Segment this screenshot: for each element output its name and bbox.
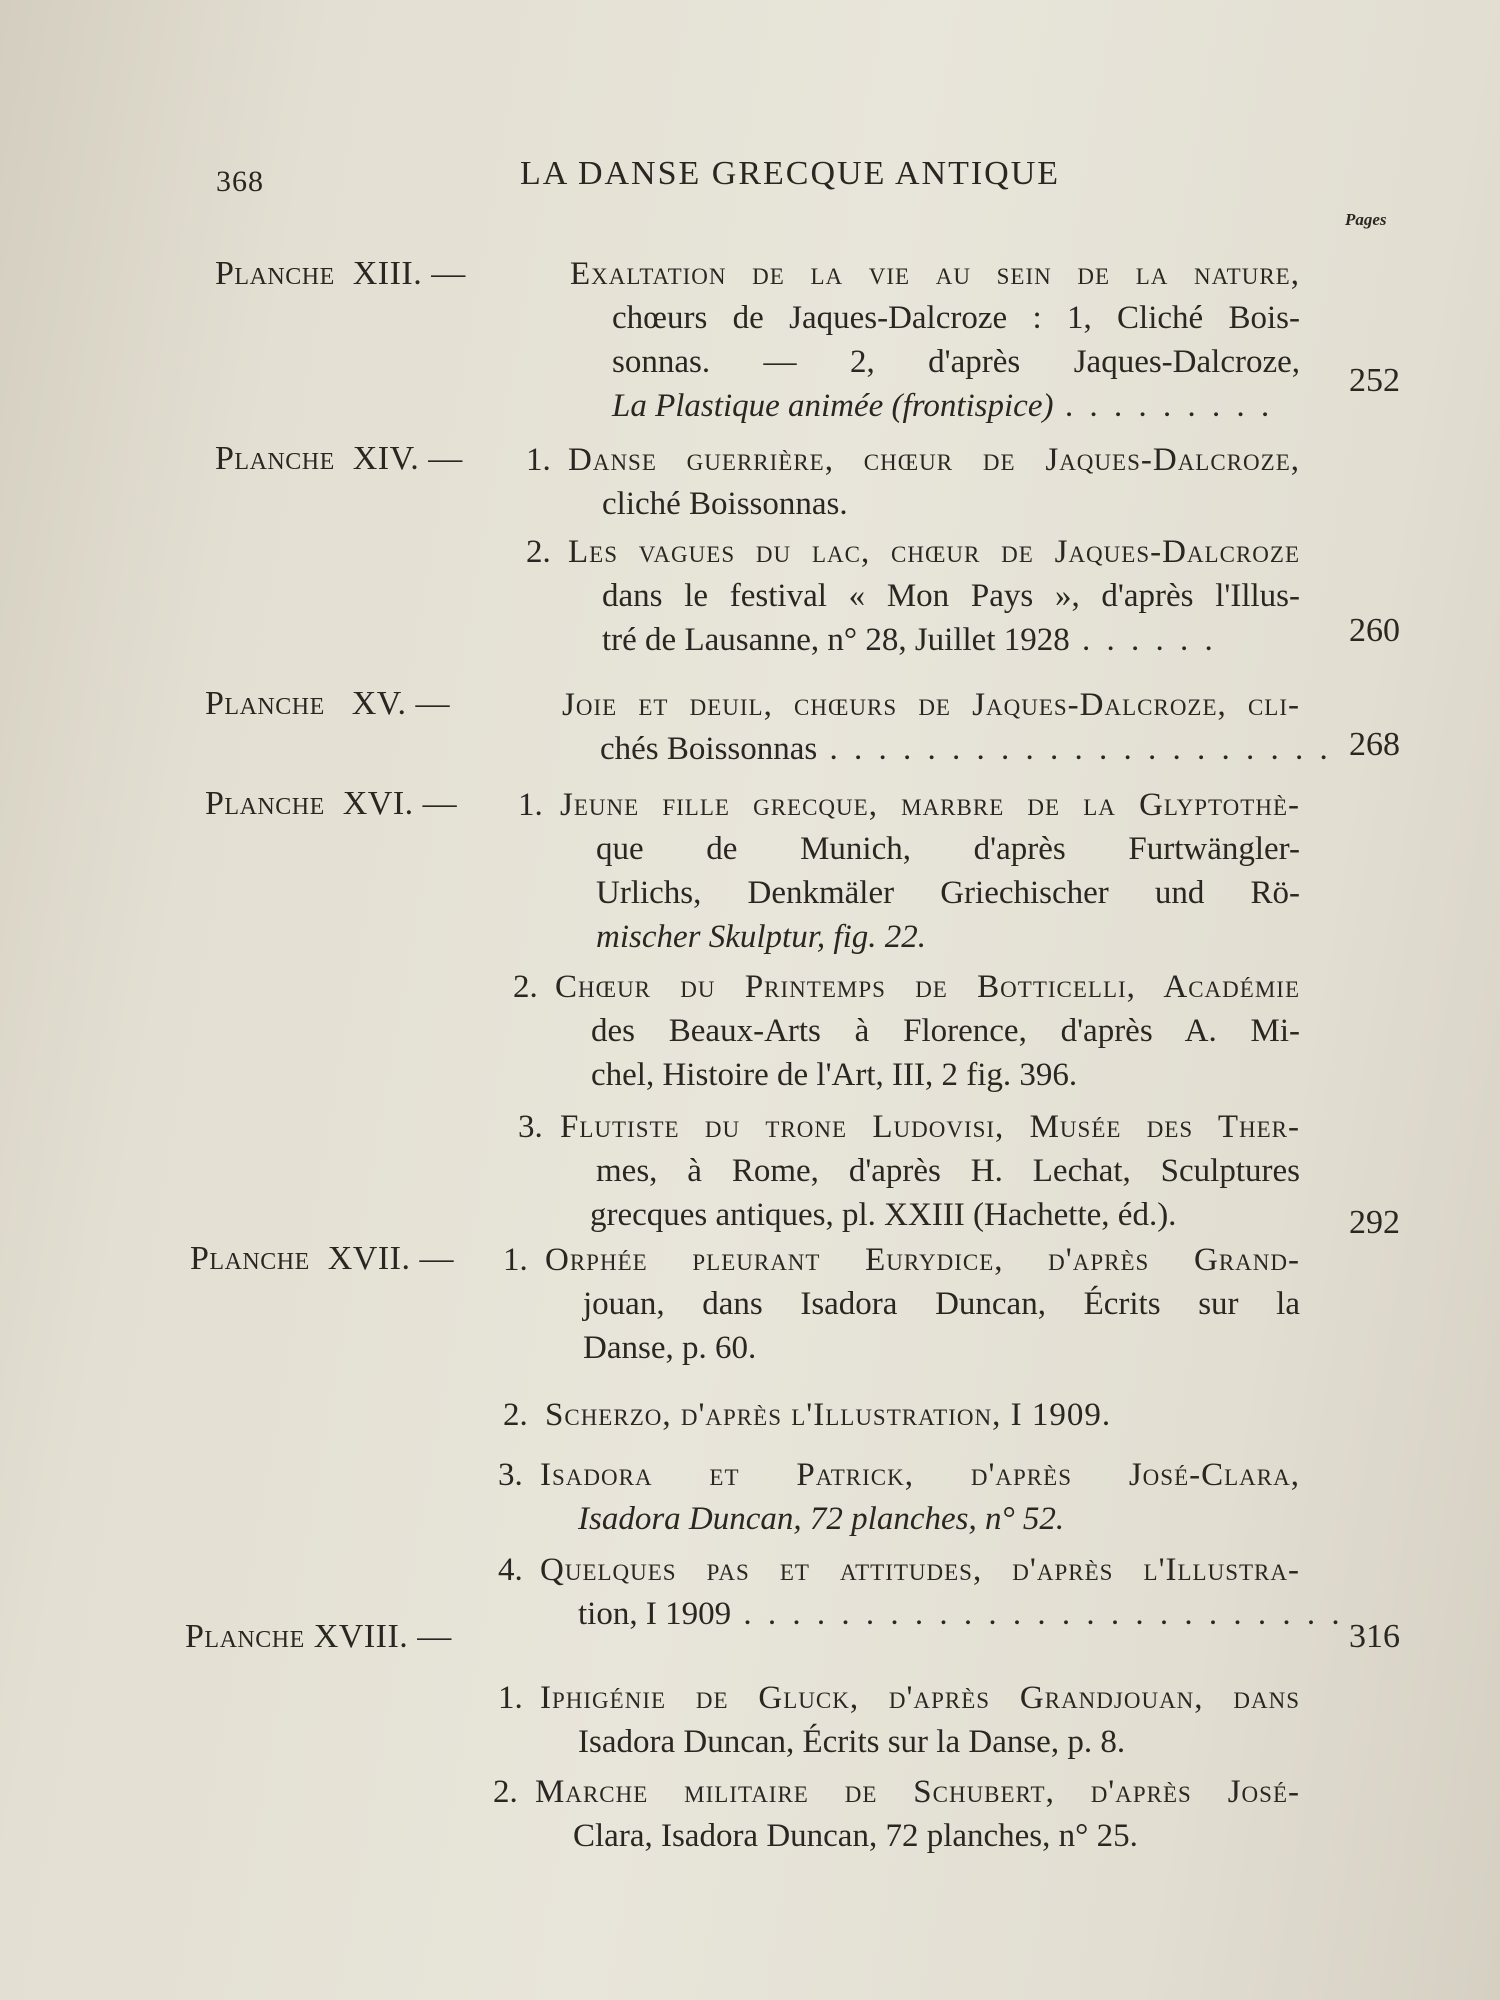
plate-xvii-entry-2: 2. Scherzo, d'après l'Illustration, I 1909. <box>503 1397 1112 1433</box>
plate-xiv-entry-1: 1. Danse guerrière, chœur de Jaques-Dalcroze, cliché Boissonnas. <box>526 442 1300 522</box>
plate-xv-entry: Joie et deuil, chœurs de Jaques-Dalcroze, cli- chés Boissonnas . . . . . . . . . . . . . . . . . . . . . <box>562 687 1332 767</box>
plate-label-xvii: Planche XVII. — <box>190 1240 454 1277</box>
plate-xvi-page: 292 <box>1349 1204 1400 1241</box>
plate-xvii-page: 316 <box>1349 1618 1400 1655</box>
plate-xvii-entry-1: 1. Orphée pleurant Eurydice, d'après Grand- jouan, dans Isadora Duncan, Écrits sur la Danse, p. 60. <box>503 1242 1300 1366</box>
page-number: 368 <box>216 165 264 198</box>
plate-xiii-entry: Exaltation de la vie au sein de la nature, chœurs de Jaques-Dalcroze : 1, Cliché Bois- sonnas. — 2, d'après Jaques-Dalcroze, La Plastique animée (frontispice) . . . . . . . . . <box>570 256 1300 424</box>
plate-label-xiii: Planche XIII. — <box>215 255 466 292</box>
plate-xv-page: 268 <box>1349 726 1400 763</box>
plate-xvi-entry-2: 2. Chœur du Printemps de Botticelli, Académie des Beaux-Arts à Florence, d'après A. Mi- chel, Histoire de l'Art, III, 2 fig. 396. <box>513 969 1300 1093</box>
plate-label-xviii: Planche XVIII. — <box>185 1618 452 1655</box>
plate-xvi-entry-1: 1. Jeune fille grecque, marbre de la Glyptothè- que de Munich, d'après Furtwängler- Urlichs, Denkmäler Griechischer und Rö- mischer Skulptur, fig. 22. <box>518 787 1300 955</box>
page-header <box>210 155 1390 215</box>
plate-xiv-page: 260 <box>1349 612 1400 649</box>
plate-xiii-page: 252 <box>1349 362 1400 399</box>
plate-xvi-entry-3: 3. Flutiste du trone Ludovisi, Musée des Ther- mes, à Rome, d'après H. Lechat, Sculptures grecques antiques, pl. XXIII (Hachette, éd.). <box>518 1109 1300 1233</box>
plate-xviii-entry-1: 1. Iphigénie de Gluck, d'après Grandjouan, dans Isadora Duncan, Écrits sur la Danse, p. 8. <box>498 1680 1300 1760</box>
plate-label-xiv: Planche XIV. — <box>215 440 463 477</box>
pages-column-label: Pages <box>1345 210 1387 229</box>
plate-label-xv: Planche XV. — <box>205 685 450 722</box>
running-title: LA DANSE GRECQUE ANTIQUE <box>520 155 1061 192</box>
plate-xvii-entry-3: 3. Isadora et Patrick, d'après José-Clara, Isadora Duncan, 72 planches, n° 52. <box>498 1457 1300 1537</box>
plate-xiv-entry-2: 2. Les vagues du lac, chœur de Jaques-Dalcroze dans le festival « Mon Pays », d'après l'Illus- tré de Lausanne, n° 28, Juillet 1928 . . . . . . <box>526 534 1300 658</box>
plate-xvii-entry-4: 4. Quelques pas et attitudes, d'après l'Illustra- tion, I 1909 . . . . . . . . . . . . . . . . . . . . . . . . . <box>498 1552 1344 1632</box>
plate-label-xvi: Planche XVI. — <box>205 785 458 822</box>
plate-xviii-entry-2: 2. Marche militaire de Schubert, d'après José- Clara, Isadora Duncan, 72 planches, n° 25. <box>493 1774 1300 1854</box>
